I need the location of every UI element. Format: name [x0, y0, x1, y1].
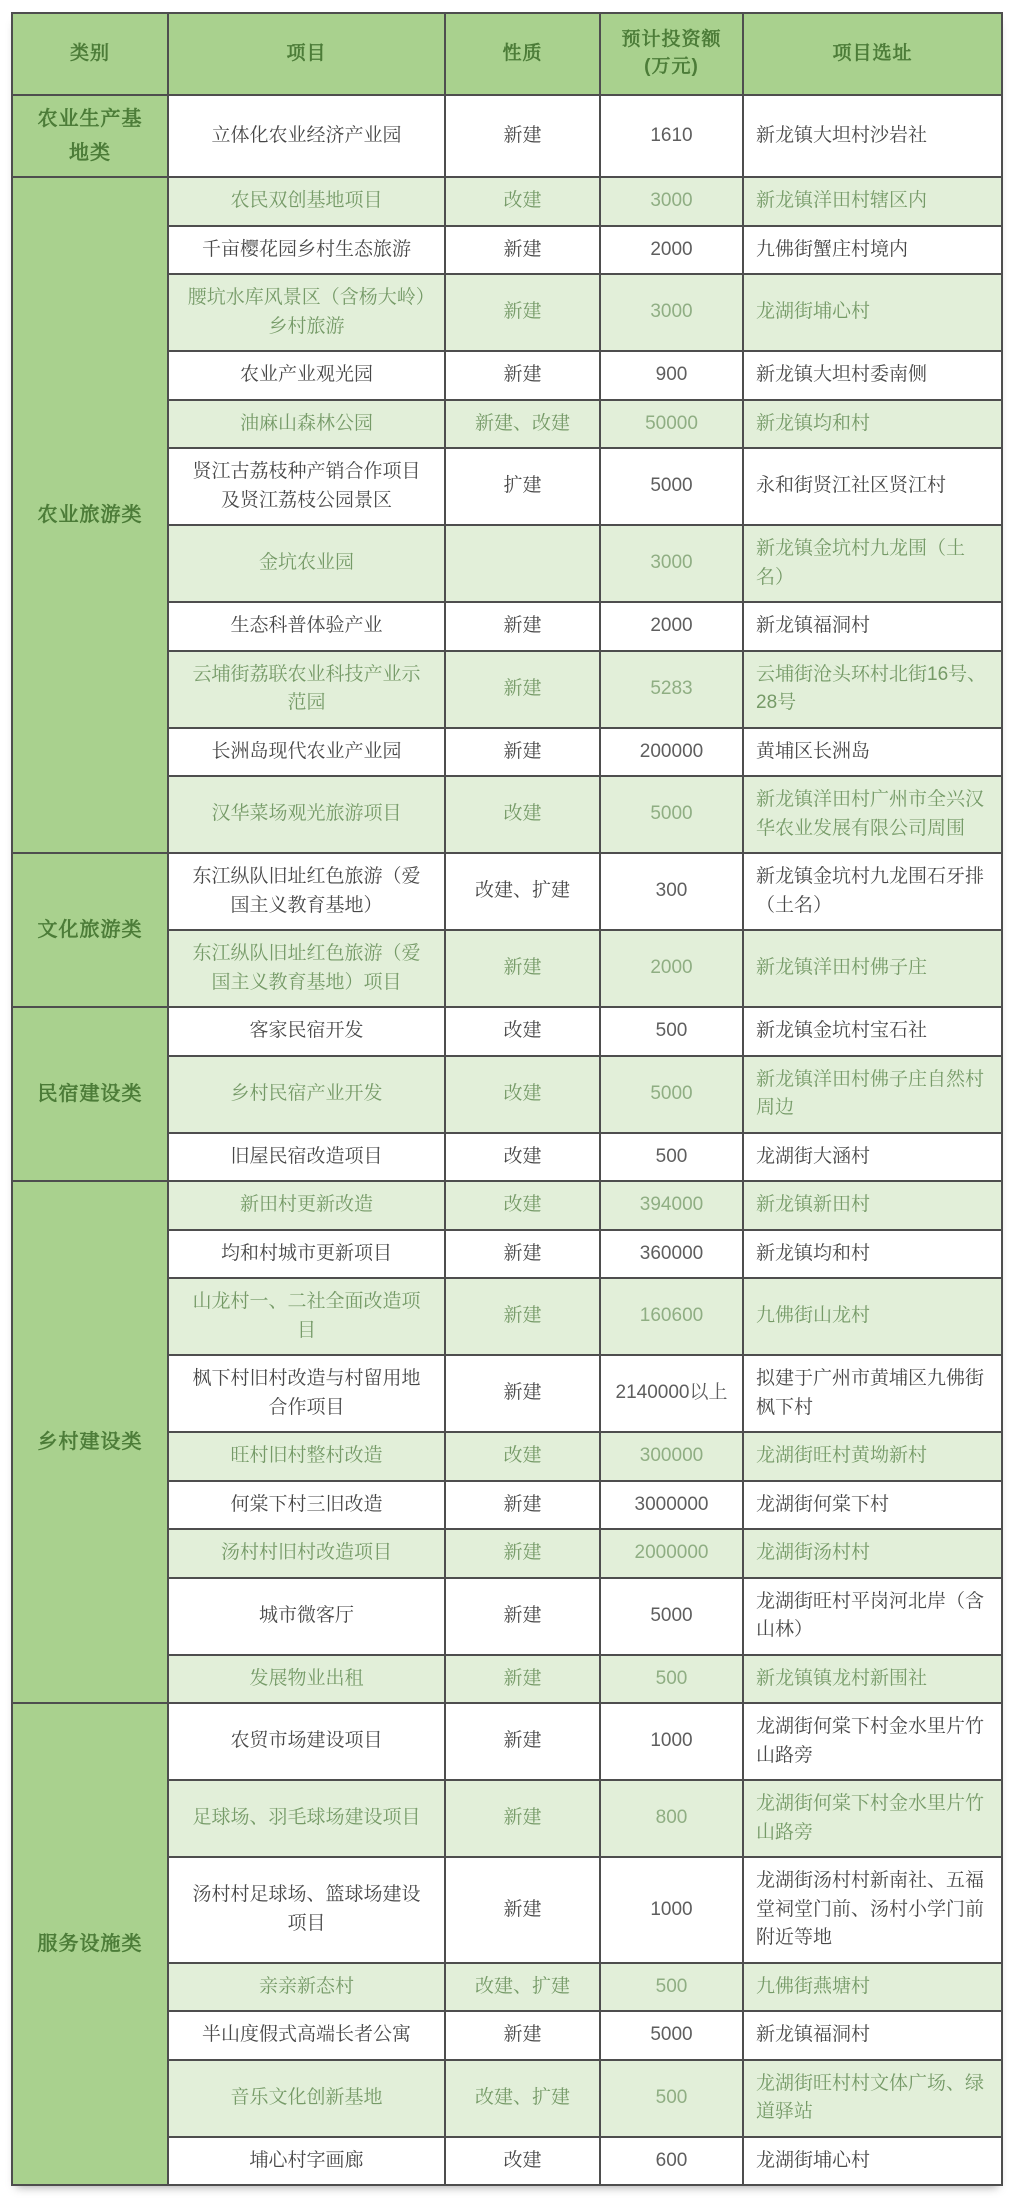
nature-cell: 新建	[445, 1481, 600, 1530]
location-cell: 龙湖街何棠下村金水里片竹山路旁	[743, 1703, 1002, 1780]
location-cell: 九佛街燕塘村	[743, 1963, 1002, 2012]
location-cell: 龙湖街汤村村	[743, 1529, 1002, 1578]
project-cell: 山龙村一、二社全面改造项目	[168, 1278, 445, 1355]
location-cell: 新龙镇金坑村宝石社	[743, 1007, 1002, 1056]
investment-cell: 50000	[600, 400, 743, 449]
nature-cell: 改建	[445, 1007, 600, 1056]
investment-cell: 5283	[600, 651, 743, 728]
investment-cell: 2000000	[600, 1529, 743, 1578]
category-cell: 农业旅游类	[12, 177, 168, 853]
investment-cell: 3000	[600, 177, 743, 226]
column-header-category: 类别	[12, 13, 168, 95]
category-cell: 乡村建设类	[12, 1181, 168, 1703]
project-cell: 城市微客厅	[168, 1578, 445, 1655]
investment-cell: 500	[600, 1963, 743, 2012]
project-cell: 东江纵队旧址红色旅游（爱国主义教育基地）项目	[168, 930, 445, 1007]
investment-cell: 3000000	[600, 1481, 743, 1530]
investment-cell: 1000	[600, 1857, 743, 1963]
nature-cell: 改建	[445, 1181, 600, 1230]
investment-cell: 600	[600, 2137, 743, 2186]
investment-cell: 360000	[600, 1230, 743, 1279]
location-cell: 新龙镇镇龙村新围社	[743, 1655, 1002, 1704]
project-cell: 腰坑水库风景区（含杨大岭）乡村旅游	[168, 274, 445, 351]
nature-cell: 改建、扩建	[445, 853, 600, 930]
project-cell: 农民双创基地项目	[168, 177, 445, 226]
nature-cell: 改建、扩建	[445, 1963, 600, 2012]
location-cell: 龙湖街埔心村	[743, 2137, 1002, 2186]
column-header-investment	[600, 13, 743, 95]
project-cell: 客家民宿开发	[168, 1007, 445, 1056]
project-cell: 足球场、羽毛球场建设项目	[168, 1780, 445, 1857]
project-cell: 旧屋民宿改造项目	[168, 1133, 445, 1182]
location-cell: 新龙镇新田村	[743, 1181, 1002, 1230]
column-header-location: 项目选址	[743, 13, 1002, 95]
location-cell: 龙湖街埔心村	[743, 274, 1002, 351]
location-cell: 龙湖街旺村黄坳新村	[743, 1432, 1002, 1481]
nature-cell: 新建	[445, 1529, 600, 1578]
category-cell: 文化旅游类	[12, 853, 168, 1007]
nature-cell: 新建	[445, 1703, 600, 1780]
table-row	[12, 1181, 1002, 1230]
project-cell: 乡村民宿产业开发	[168, 1056, 445, 1133]
project-cell: 枫下村旧村改造与村留用地合作项目	[168, 1355, 445, 1432]
category-cell: 民宿建设类	[12, 1007, 168, 1181]
investment-cell: 300	[600, 853, 743, 930]
investment-cell: 500	[600, 2060, 743, 2137]
investment-cell: 300000	[600, 1432, 743, 1481]
project-cell: 贤江古荔枝种产销合作项目及贤江荔枝公园景区	[168, 448, 445, 525]
nature-cell	[445, 525, 600, 602]
investment-cell: 394000	[600, 1181, 743, 1230]
nature-cell: 改建	[445, 177, 600, 226]
investment-cell: 5000	[600, 776, 743, 853]
investment-cell: 3000	[600, 274, 743, 351]
table-row	[12, 1703, 1002, 1780]
project-cell: 生态科普体验产业	[168, 602, 445, 651]
location-cell: 永和街贤江社区贤江村	[743, 448, 1002, 525]
location-cell: 新龙镇洋田村广州市全兴汉华农业发展有限公司周围	[743, 776, 1002, 853]
investment-cell: 500	[600, 1133, 743, 1182]
project-cell: 旺村旧村整村改造	[168, 1432, 445, 1481]
nature-cell: 新建	[445, 1278, 600, 1355]
table-row	[12, 1007, 1002, 1056]
nature-cell: 新建	[445, 1780, 600, 1857]
column-header-project: 项目	[168, 13, 445, 95]
nature-cell: 新建	[445, 95, 600, 177]
project-cell: 汤村村旧村改造项目	[168, 1529, 445, 1578]
investment-cell: 900	[600, 351, 743, 400]
location-cell: 拟建于广州市黄埔区九佛街枫下村	[743, 1355, 1002, 1432]
project-cell: 发展物业出租	[168, 1655, 445, 1704]
investment-cell: 500	[600, 1007, 743, 1056]
nature-cell: 新建	[445, 1857, 600, 1963]
category-cell: 服务设施类	[12, 1703, 168, 2185]
nature-cell: 新建	[445, 274, 600, 351]
table-row	[12, 853, 1002, 930]
location-cell: 龙湖街何棠下村	[743, 1481, 1002, 1530]
investment-cell: 2000	[600, 930, 743, 1007]
investment-header-line1: 预计投资额	[621, 29, 722, 51]
investment-cell: 5000	[600, 1578, 743, 1655]
project-cell: 汉华菜场观光旅游项目	[168, 776, 445, 853]
nature-cell: 新建	[445, 651, 600, 728]
project-cell: 云埔街荔联农业科技产业示范园	[168, 651, 445, 728]
location-cell: 新龙镇金坑村九龙围（土名）	[743, 525, 1002, 602]
investment-cell: 3000	[600, 525, 743, 602]
investment-cell: 5000	[600, 448, 743, 525]
location-cell: 新龙镇洋田村辖区内	[743, 177, 1002, 226]
location-cell: 龙湖街汤村村新南社、五福堂祠堂门前、汤村小学门前附近等地	[743, 1857, 1002, 1963]
investment-cell: 1610	[600, 95, 743, 177]
project-cell: 立体化农业经济产业园	[168, 95, 445, 177]
nature-cell: 新建	[445, 930, 600, 1007]
project-cell: 汤村村足球场、篮球场建设项目	[168, 1857, 445, 1963]
location-cell: 新龙镇洋田村佛子庄自然村周边	[743, 1056, 1002, 1133]
nature-cell: 新建	[445, 1355, 600, 1432]
investment-cell: 5000	[600, 2011, 743, 2060]
location-cell: 新龙镇均和村	[743, 1230, 1002, 1279]
nature-cell: 新建	[445, 1230, 600, 1279]
project-cell: 何棠下村三旧改造	[168, 1481, 445, 1530]
project-cell: 东江纵队旧址红色旅游（爱国主义教育基地）	[168, 853, 445, 930]
nature-cell: 新建	[445, 351, 600, 400]
nature-cell: 新建、改建	[445, 400, 600, 449]
project-cell: 亲亲新态村	[168, 1963, 445, 2012]
location-cell: 龙湖街旺村村文体广场、绿道驿站	[743, 2060, 1002, 2137]
nature-cell: 改建	[445, 1056, 600, 1133]
nature-cell: 改建	[445, 2137, 600, 2186]
location-cell: 新龙镇洋田村佛子庄	[743, 930, 1002, 1007]
location-cell: 新龙镇福洞村	[743, 602, 1002, 651]
column-header-nature: 性质	[445, 13, 600, 95]
investment-cell: 800	[600, 1780, 743, 1857]
investment-cell: 2000	[600, 602, 743, 651]
nature-cell: 改建	[445, 1133, 600, 1182]
location-cell: 云埔街沧头环村北街16号、28号	[743, 651, 1002, 728]
location-cell: 九佛街蟹庄村境内	[743, 226, 1002, 275]
nature-cell: 新建	[445, 728, 600, 777]
investment-cell: 200000	[600, 728, 743, 777]
location-cell: 新龙镇大坦村沙岩社	[743, 95, 1002, 177]
project-cell: 长洲岛现代农业产业园	[168, 728, 445, 777]
investment-cell: 160600	[600, 1278, 743, 1355]
project-cell: 半山度假式高端长者公寓	[168, 2011, 445, 2060]
location-cell: 黄埔区长洲岛	[743, 728, 1002, 777]
nature-cell: 改建	[445, 1432, 600, 1481]
location-cell: 龙湖街何棠下村金水里片竹山路旁	[743, 1780, 1002, 1857]
project-cell: 千亩樱花园乡村生态旅游	[168, 226, 445, 275]
investment-cell: 5000	[600, 1056, 743, 1133]
category-cell: 农业生产基地类	[12, 95, 168, 177]
table-header	[12, 13, 1002, 95]
header-row	[12, 13, 1002, 95]
location-cell: 新龙镇大坦村委南侧	[743, 351, 1002, 400]
projects-table	[11, 12, 1003, 2186]
investment-cell: 2000	[600, 226, 743, 275]
investment-cell: 1000	[600, 1703, 743, 1780]
project-cell: 均和村城市更新项目	[168, 1230, 445, 1279]
nature-cell: 改建、扩建	[445, 2060, 600, 2137]
investment-header-line2: (万元)	[644, 56, 699, 77]
location-cell: 龙湖街大涵村	[743, 1133, 1002, 1182]
nature-cell: 新建	[445, 1578, 600, 1655]
project-cell: 农贸市场建设项目	[168, 1703, 445, 1780]
nature-cell: 新建	[445, 226, 600, 275]
investment-cell: 2140000以上	[600, 1355, 743, 1432]
project-cell: 新田村更新改造	[168, 1181, 445, 1230]
nature-cell: 扩建	[445, 448, 600, 525]
project-cell: 金坑农业园	[168, 525, 445, 602]
nature-cell: 新建	[445, 602, 600, 651]
location-cell: 龙湖街旺村平岗河北岸（含山林）	[743, 1578, 1002, 1655]
project-cell: 农业产业观光园	[168, 351, 445, 400]
location-cell: 九佛街山龙村	[743, 1278, 1002, 1355]
project-cell: 音乐文化创新基地	[168, 2060, 445, 2137]
location-cell: 新龙镇均和村	[743, 400, 1002, 449]
nature-cell: 新建	[445, 2011, 600, 2060]
investment-cell: 500	[600, 1655, 743, 1704]
location-cell: 新龙镇金坑村九龙围石牙排（土名）	[743, 853, 1002, 930]
location-cell: 新龙镇福洞村	[743, 2011, 1002, 2060]
table-row	[12, 95, 1002, 177]
project-cell: 油麻山森林公园	[168, 400, 445, 449]
nature-cell: 新建	[445, 1655, 600, 1704]
project-cell: 埔心村字画廊	[168, 2137, 445, 2186]
table-row	[12, 177, 1002, 226]
nature-cell: 改建	[445, 776, 600, 853]
